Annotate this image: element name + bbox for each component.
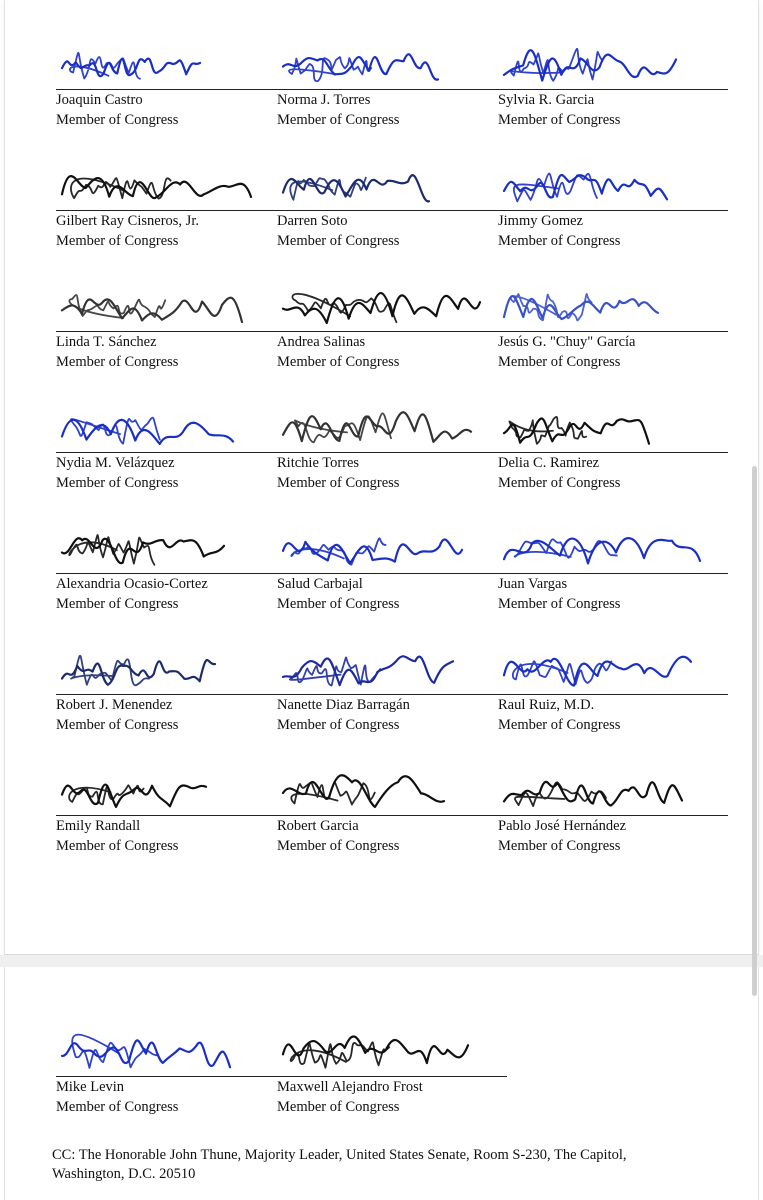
signature-block: [277, 250, 507, 370]
signer-name: Andrea Salinas: [277, 334, 366, 350]
signature-block: [277, 995, 507, 1115]
signer-name: Norma J. Torres: [277, 92, 371, 108]
signer-name: Nydia M. Velázquez: [56, 455, 175, 471]
handwritten-signature: [56, 389, 286, 461]
signer-title: Member of Congress: [56, 1099, 179, 1115]
handwritten-signature: [56, 510, 286, 582]
signer-title: Member of Congress: [277, 1099, 400, 1115]
signer-name: Alexandria Ocasio-Cortez: [56, 576, 208, 592]
signature-line: [498, 331, 728, 332]
signer-title: Member of Congress: [498, 233, 621, 249]
signer-name: Juan Vargas: [498, 576, 568, 592]
handwritten-signature: [277, 1013, 507, 1085]
handwritten-signature: [498, 510, 728, 582]
signer-name: Delia C. Ramirez: [498, 455, 600, 471]
signer-title: Member of Congress: [56, 838, 179, 854]
signature-line: [56, 210, 286, 211]
signature-block: [277, 8, 507, 128]
handwritten-signature: [56, 26, 286, 98]
signer-title: Member of Congress: [277, 233, 400, 249]
signer-title: Member of Congress: [56, 596, 179, 612]
signature-line: [277, 815, 507, 816]
signer-title: Member of Congress: [498, 112, 621, 128]
handwritten-signature: [277, 147, 507, 219]
signer-title: Member of Congress: [498, 475, 621, 491]
signer-title: Member of Congress: [498, 838, 621, 854]
signature-line: [277, 89, 507, 90]
handwritten-signature: [277, 510, 507, 582]
signature-block: [498, 250, 728, 370]
signature-block: [498, 613, 728, 733]
signer-title: Member of Congress: [277, 838, 400, 854]
scrollbar-thumb[interactable]: [752, 466, 757, 996]
signer-title: Member of Congress: [498, 717, 621, 733]
signer-title: Member of Congress: [498, 354, 621, 370]
signature-line: [498, 573, 728, 574]
signature-line: [277, 694, 507, 695]
signer-name: Mike Levin: [56, 1079, 125, 1095]
signer-name: Nanette Diaz Barragán: [277, 697, 410, 713]
signature-block: [277, 129, 507, 249]
signature-line: [56, 452, 286, 453]
signature-block: [498, 8, 728, 128]
handwritten-signature: [498, 26, 728, 98]
signature-block: [277, 492, 507, 612]
signature-block: [498, 734, 728, 854]
handwritten-signature: [56, 752, 286, 824]
signer-name: Pablo José Hernández: [498, 818, 627, 834]
signer-name: Jimmy Gomez: [498, 213, 583, 229]
signature-block: [56, 613, 286, 733]
signature-line: [498, 89, 728, 90]
handwritten-signature: [56, 631, 286, 703]
signer-title: Member of Congress: [277, 475, 400, 491]
signature-line: [498, 815, 728, 816]
signature-line: [498, 210, 728, 211]
signature-line: [277, 1076, 507, 1077]
handwritten-signature: [277, 268, 507, 340]
signer-name: Jesús G. "Chuy" García: [498, 334, 636, 350]
handwritten-signature: [498, 752, 728, 824]
signer-name: Sylvia R. Garcia: [498, 92, 595, 108]
handwritten-signature: [498, 147, 728, 219]
signer-title: Member of Congress: [277, 717, 400, 733]
page-gap: [0, 955, 763, 967]
signer-title: Member of Congress: [56, 475, 179, 491]
handwritten-signature: [56, 268, 286, 340]
signature-block: [56, 371, 286, 491]
signature-block: [498, 129, 728, 249]
signature-line: [277, 331, 507, 332]
signature-line: [277, 573, 507, 574]
signature-block: [277, 613, 507, 733]
handwritten-signature: [277, 631, 507, 703]
signature-line: [498, 452, 728, 453]
signature-block: [277, 734, 507, 854]
signer-name: Joaquin Castro: [56, 92, 143, 108]
signer-title: Member of Congress: [277, 354, 400, 370]
signature-line: [277, 452, 507, 453]
signature-block: [56, 734, 286, 854]
handwritten-signature: [277, 752, 507, 824]
signature-line: [56, 331, 286, 332]
signer-name: Raul Ruiz, M.D.: [498, 697, 595, 713]
signer-name: Maxwell Alejandro Frost: [277, 1079, 423, 1095]
signer-name: Emily Randall: [56, 818, 141, 834]
signer-name: Robert J. Menendez: [56, 697, 173, 713]
signer-title: Member of Congress: [498, 596, 621, 612]
cc-line: CC: The Honorable John Thune, Majority Leader, United States Senate, Room S-230, The Capitol, Washington, D.C. 20510: [52, 1147, 627, 1182]
handwritten-signature: [277, 26, 507, 98]
signer-name: Salud Carbajal: [277, 576, 363, 592]
signer-title: Member of Congress: [56, 112, 179, 128]
signer-title: Member of Congress: [56, 717, 179, 733]
signature-line: [56, 89, 286, 90]
signer-title: Member of Congress: [277, 112, 400, 128]
signature-line: [56, 694, 286, 695]
handwritten-signature: [56, 147, 286, 219]
signature-block: [277, 371, 507, 491]
signature-block: [56, 8, 286, 128]
handwritten-signature: [498, 268, 728, 340]
signer-title: Member of Congress: [56, 354, 179, 370]
signer-title: Member of Congress: [277, 596, 400, 612]
signer-name: Gilbert Ray Cisneros, Jr.: [56, 213, 199, 229]
signer-name: Robert Garcia: [277, 818, 359, 834]
signature-line: [56, 815, 286, 816]
signer-name: Ritchie Torres: [277, 455, 360, 471]
signature-block: [56, 492, 286, 612]
handwritten-signature: [56, 1013, 286, 1085]
signature-block: [498, 492, 728, 612]
signer-title: Member of Congress: [56, 233, 179, 249]
signer-name: Darren Soto: [277, 213, 348, 229]
signature-block: [498, 371, 728, 491]
signature-block: [56, 995, 286, 1115]
handwritten-signature: [498, 631, 728, 703]
signature-line: [277, 210, 507, 211]
signature-block: [56, 250, 286, 370]
signature-line: [56, 1076, 286, 1077]
signature-line: [498, 694, 728, 695]
signer-name: Linda T. Sánchez: [56, 334, 157, 350]
signature-block: [56, 129, 286, 249]
handwritten-signature: [277, 389, 507, 461]
handwritten-signature: [498, 389, 728, 461]
signature-line: [56, 573, 286, 574]
